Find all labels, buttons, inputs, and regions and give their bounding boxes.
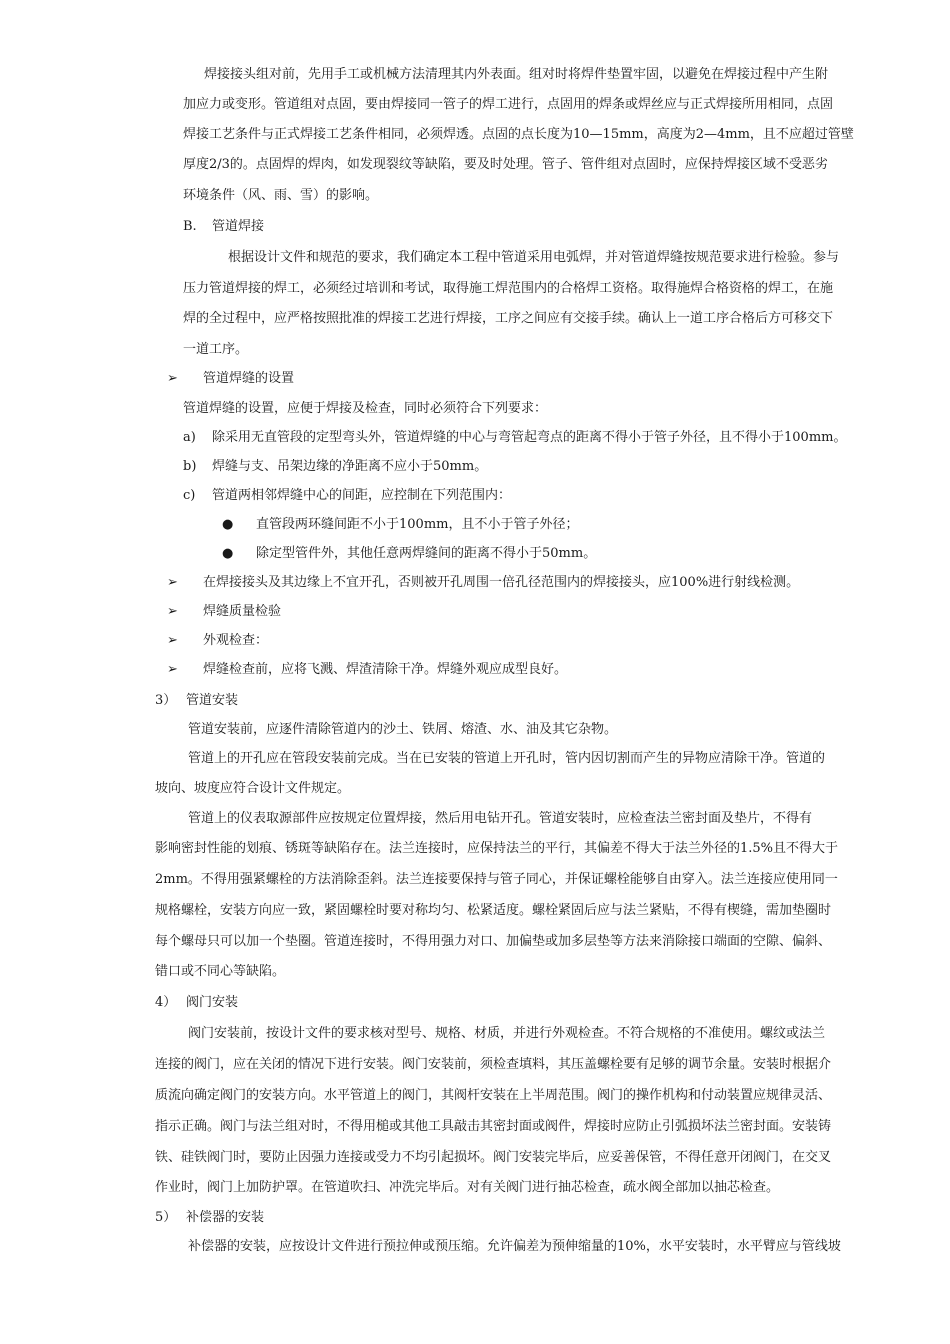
- paragraph-line: 管道焊缝的设置，应便于焊接及检查，同时必须符合下列要求：: [183, 401, 548, 416]
- section-heading: 管道焊接: [212, 219, 265, 234]
- arrow-bullet-icon: ➢: [167, 604, 178, 619]
- paragraph-line: 压力管道焊接的焊工，必须经过培训和考试，取得施工焊范围内的合格焊工资格。取得施焊合格资格的焊工，在施: [183, 281, 834, 296]
- paragraph-line: 焊接接头组对前，先用手工或机械方法清理其内外表面。组对时将焊件垫置牢固，以避免在焊接过程中产生附: [204, 67, 829, 82]
- list-item: 焊缝与支、吊架边缘的净距离不应小于50mm。: [212, 459, 488, 474]
- paragraph-line: 补偿器的安装，应按设计文件进行预拉伸或预压缩。允许偏差为预伸缩量的10%，水平安装时，水平臂应与管线坡: [188, 1239, 841, 1254]
- arrow-item: 外观检查：: [203, 633, 269, 648]
- paragraph-line: 管道安装前，应逐件清除管道内的沙土、铁屑、熔渣、水、油及其它杂物。: [188, 722, 618, 737]
- paragraph-line: 焊的全过程中，应严格按照批准的焊接工艺进行焊接，工序之间应有交接手续。确认上一道工序合格后方可移交下: [183, 311, 834, 326]
- bullet-dot-icon: ●: [222, 546, 234, 561]
- paragraph-line: 一道工序。: [183, 342, 249, 357]
- section-marker: B.: [183, 219, 197, 234]
- bullet-dot-icon: ●: [222, 517, 234, 532]
- paragraph-line: 管道上的开孔应在管段安装前完成。当在已安装的管道上开孔时，管内因切割而产生的异物应清除干净。管道的: [188, 751, 826, 766]
- paragraph-line: 2mm。不得用强紧螺栓的方法消除歪斜。法兰连接要保持与管子同心，并保证螺栓能够自由穿入。法兰连接应使用同一: [155, 872, 838, 887]
- paragraph-line: 厚度2/3的。点固焊的焊肉，如发现裂纹等缺陷，要及时处理。管子、管件组对点固时，应保持焊接区域不受恶劣: [183, 157, 828, 172]
- list-marker: c): [183, 488, 196, 503]
- bullet-item: 除定型管件外，其他任意两焊缝间的距离不得小于50mm。: [256, 546, 597, 561]
- paragraph-line: 铁、硅铁阀门时，要防止因强力连接或受力不均引起损坏。阀门安装完毕后，应妥善保管，不得任意开闭阀门，在交叉: [155, 1150, 832, 1165]
- list-marker: a): [183, 430, 196, 445]
- arrow-bullet-icon: ➢: [167, 633, 178, 648]
- arrow-item: 在焊接接头及其边缘上不宜开孔，否则被开孔周围一倍孔径范围内的焊接接头，应100%进行射线检测。: [203, 575, 800, 590]
- paragraph-line: 质流向确定阀门的安装方向。水平管道上的阀门，其阀杆安装在上半周范围。阀门的操作机构和付动装置应规律灵活、: [155, 1088, 832, 1103]
- paragraph-line: 加应力或变形。管道组对点固，要由焊接同一管子的焊工进行，点固用的焊条或焊丝应与正式焊接所用相同，点固: [183, 97, 834, 112]
- paragraph-line: 指示正确。阀门与法兰组对时，不得用槌或其他工具敲击其密封面或阀件，焊接时应防止引弧损坏法兰密封面。安装铸: [155, 1119, 832, 1134]
- paragraph-line: 影响密封性能的划痕、锈斑等缺陷存在。法兰连接时，应保持法兰的平行，其偏差不得大于法兰外径的1.5%且不得大于: [155, 841, 839, 856]
- section-marker: 5）: [155, 1210, 177, 1225]
- paragraph-line: 错口或不同心等缺陷。: [155, 964, 286, 979]
- arrow-bullet-icon: ➢: [167, 662, 178, 677]
- paragraph-line: 每个螺母只可以加一个垫圈。管道连接时，不得用强力对口、加偏垫或加多层垫等方法来消除接口端面的空隙、偏斜、: [155, 934, 832, 949]
- section-marker: 3）: [155, 693, 177, 708]
- arrow-item: 焊缝检查前，应将飞溅、焊渣清除干净。焊缝外观应成型良好。: [203, 662, 568, 677]
- section-marker: 4）: [155, 995, 177, 1010]
- section-heading: 补偿器的安装: [186, 1210, 265, 1225]
- paragraph-line: 作业时，阀门上加防护罩。在管道吹扫、冲洗完毕后。对有关阀门进行抽芯检查，疏水阀全部加以抽芯检查。: [155, 1180, 780, 1195]
- arrow-item: 焊缝质量检验: [203, 604, 282, 619]
- paragraph-line: 阀门安装前，按设计文件的要求核对型号、规格、材质，并进行外观检查。不符合规格的不准使用。螺纹或法兰: [188, 1026, 826, 1041]
- list-item: 除采用无直管段的定型弯头外，管道焊缝的中心与弯管起弯点的距离不得小于管子外径，且不得小于100mm。: [212, 430, 847, 445]
- arrow-bullet-icon: ➢: [167, 575, 178, 590]
- paragraph-line: 规格螺栓，安装方向应一致，紧固螺栓时要对称均匀、松紧适度。螺栓紧固后应与法兰紧贴，不得有楔缝，需加垫圈时: [155, 903, 832, 918]
- section-heading: 管道安装: [186, 693, 239, 708]
- arrow-item: 管道焊缝的设置: [203, 371, 295, 386]
- arrow-bullet-icon: ➢: [167, 371, 178, 386]
- paragraph-line: 焊接工艺条件与正式焊接工艺条件相同，必须焊透。点固的点长度为10—15mm，高度为2—4mm，且不应超过管壁: [183, 127, 854, 142]
- paragraph-line: 连接的阀门，应在关闭的情况下进行安装。阀门安装前，须检查填料，其压盖螺栓要有足够的调节余量。安装时根据介: [155, 1057, 832, 1072]
- list-item: 管道两相邻焊缝中心的间距，应控制在下列范围内：: [212, 488, 512, 503]
- paragraph-line: 管道上的仪表取源部件应按规定位置焊接，然后用电钻开孔。管道安装时，应检查法兰密封面及垫片，不得有: [188, 811, 813, 826]
- paragraph-line: 根据设计文件和规范的要求，我们确定本工程中管道采用电弧焊，并对管道焊缝按规范要求进行检验。参与: [228, 250, 840, 265]
- bullet-item: 直管段两环缝间距不小于100mm，且不小于管子外径；: [256, 517, 579, 532]
- paragraph-line: 坡向、坡度应符合设计文件规定。: [155, 781, 351, 796]
- list-marker: b): [183, 459, 197, 474]
- paragraph-line: 环境条件（风、雨、雪）的影响。: [183, 188, 379, 203]
- section-heading: 阀门安装: [186, 995, 239, 1010]
